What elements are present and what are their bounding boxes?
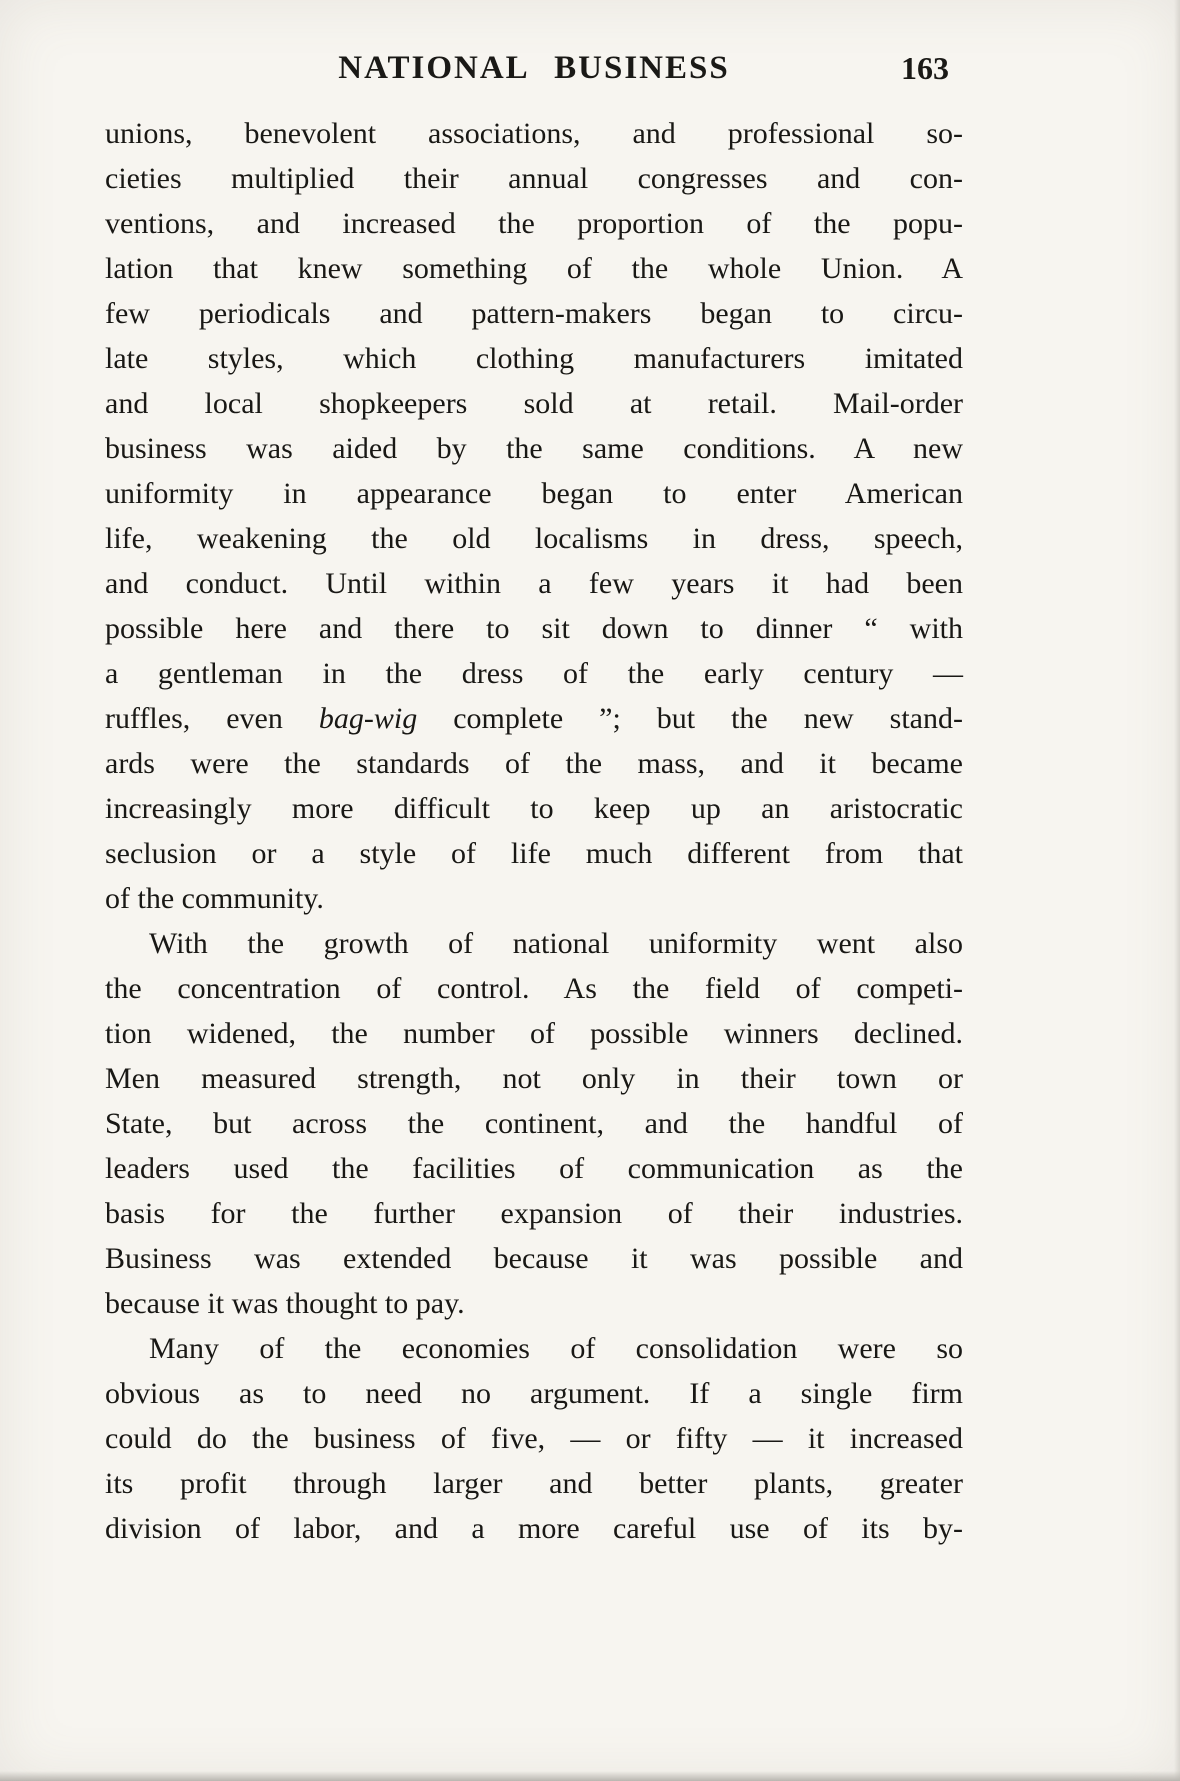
text-line: possible here and there to sit down to dinner “ with [105, 612, 963, 645]
text-line: ruffles, even bag-wig complete ”; but the new stand- [105, 702, 963, 735]
page-content [105, 50, 963, 1551]
text-line: lation that knew something of the whole Union. A [105, 252, 963, 285]
text-line: leaders used the facilities of communication as the [105, 1152, 963, 1185]
text-line: of the community. [105, 882, 324, 915]
text-line: cieties multiplied their annual congresses and con- [105, 162, 963, 195]
text-line: could do the business of five, — or fifty — it increased [105, 1422, 963, 1455]
text-line: division of labor, and a more careful use of its by- [105, 1512, 963, 1545]
page-edge-bottom [0, 1771, 1180, 1781]
text-line: Men measured strength, not only in their town or [105, 1062, 963, 1095]
text-line: a gentleman in the dress of the early century — [105, 657, 963, 690]
text-line: and conduct. Until within a few years it had been [105, 567, 963, 600]
text-line: business was aided by the same conditions. A new [105, 432, 963, 465]
page-number: 163 [901, 50, 949, 86]
text-line: tion widened, the number of possible winners declined. [105, 1017, 963, 1050]
text-line: State, but across the continent, and the handful of [105, 1107, 963, 1140]
text-line: increasingly more difficult to keep up an aristocratic [105, 792, 963, 825]
text-line: because it was thought to pay. [105, 1287, 465, 1320]
text-line: Many of the economies of consolidation were so [149, 1332, 963, 1365]
text-line: ventions, and increased the proportion of the popu- [105, 207, 963, 240]
text-line: Business was extended because it was possible and [105, 1242, 963, 1275]
text-line: seclusion or a style of life much different from that [105, 837, 963, 870]
text-line: and local shopkeepers sold at retail. Mail-order [105, 387, 963, 420]
text-line: obvious as to need no argument. If a single firm [105, 1377, 963, 1410]
running-title: NATIONAL BUSINESS [338, 50, 730, 86]
text-line: life, weakening the old localisms in dress, speech, [105, 522, 963, 555]
page-edge-right [1174, 0, 1180, 1781]
text-line: uniformity in appearance began to enter American [105, 477, 963, 510]
text-line: late styles, which clothing manufacturers imitated [105, 342, 963, 375]
text-line: ards were the standards of the mass, and it became [105, 747, 963, 780]
text-line: the concentration of control. As the field of competi- [105, 972, 963, 1005]
text-line: few periodicals and pattern-makers began to circu- [105, 297, 963, 330]
text-line: basis for the further expansion of their industries. [105, 1197, 963, 1230]
page-body [105, 111, 963, 1551]
text-line: its profit through larger and better plants, greater [105, 1467, 963, 1500]
text-line: unions, benevolent associations, and professional so- [105, 117, 963, 150]
page-header [105, 50, 963, 94]
text-line: With the growth of national uniformity went also [149, 927, 963, 960]
